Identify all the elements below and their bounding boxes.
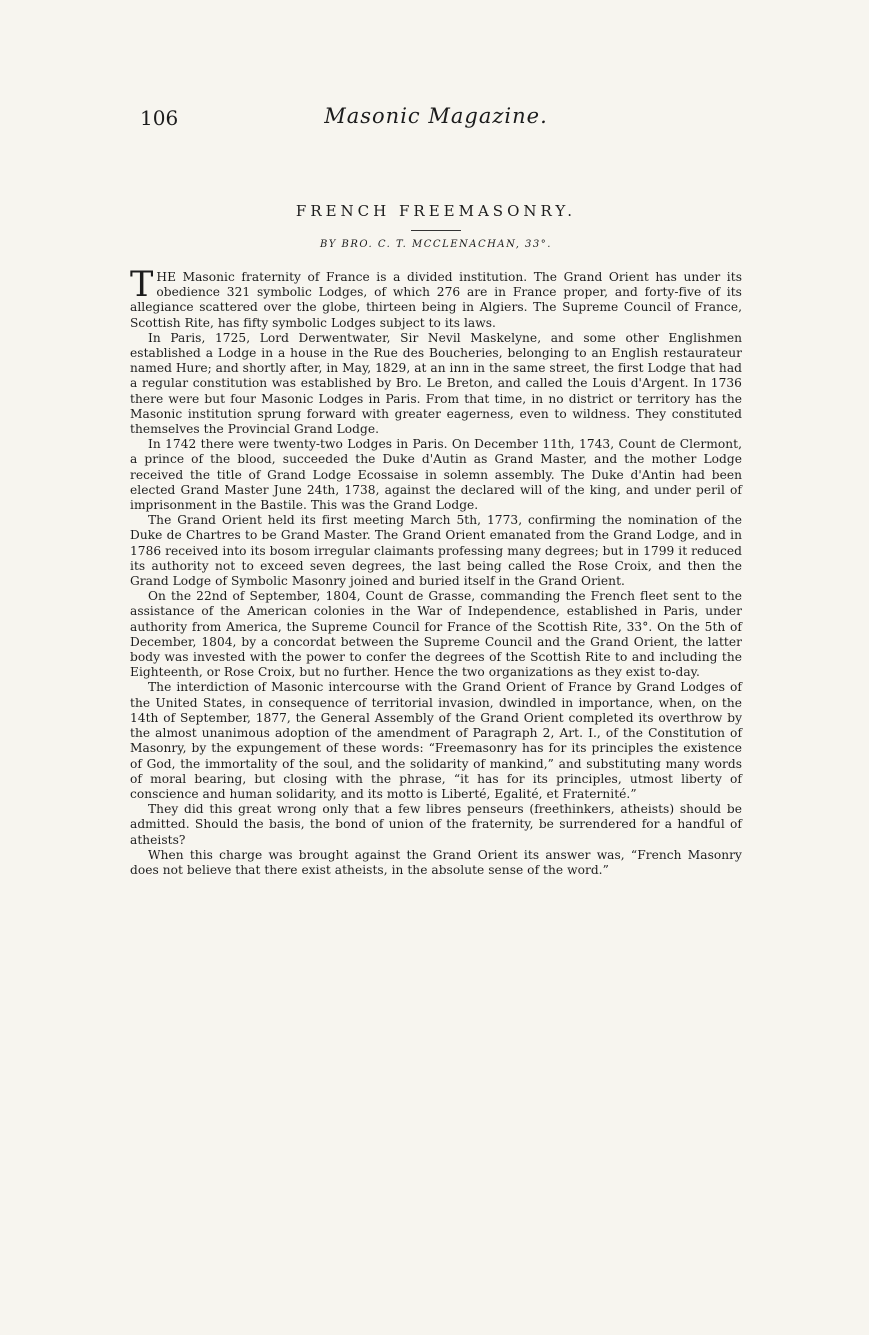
paragraph: In Paris, 1725, Lord Derwentwater, Sir Nevil Maskelyne, and some other Englishmen established a Lodge in a house in the Rue des Boucheries, belonging to an English restaurateur named Hure; and shortly after, in May, 1829, at an inn in the same street, the first Lodge that had a regular constitution was established by Bro. Le Breton, and called the Louis d'Argent. In 1736 there were but four Masonic Lodges in Paris. From that time, in no district or territory has the Masonic institution sprung forward with greater eagerness, even to wildness. They constituted themselves the Provincial Grand Lodge. (130, 330, 742, 437)
paragraph-text: HE Masonic fraternity of France is a divided institution. The Grand Orient has under its obedience 321 symbolic Lodges, of which 276 are in France proper, and forty-five of its allegiance scattered over the globe, thirteen being in Algiers. The Supreme Council of France, Scottish Rite, has fifty symbolic Lodges subject to its laws. (130, 270, 742, 330)
paragraph: When this charge was brought against the Grand Orient its answer was, “French Masonry does not believe that there exist atheists, in the absolute sense of the word.” (130, 847, 742, 877)
drop-cap: T (130, 265, 154, 305)
page-number: 106 (140, 106, 179, 130)
paragraph: They did this great wrong only that a few libres penseurs (freethinkers, atheists) should be admitted. Should the basis, the bond of union of the fraternity, be surrendered for a handful of atheists? (130, 802, 742, 847)
page-header (130, 100, 742, 140)
paragraph: The Grand Orient held its first meeting March 5th, 1773, confirming the nomination of the Duke de Chartres to be Grand Master. The Grand Orient emanated from the Grand Lodge, and in 1786 received into its bosom irregular claimants professing many degrees; but in 1799 it reduced its authority not to exceed seven degrees, the last being called the Rose Croix, and then the Grand Lodge of Symbolic Masonry joined and buried itself in the Grand Orient. (130, 513, 742, 589)
page (130, 100, 742, 878)
title-rule (411, 230, 461, 231)
article-title: FRENCH FREEMASONRY. (295, 202, 577, 220)
paragraph: On the 22nd of September, 1804, Count de Grasse, commanding the French fleet sent to the assistance of the American colonies in the War of Independence, established in Paris, under authority from America, the Supreme Council for France of the Scottish Rite, 33°. On the 5th of December, 1804, by a concordat between the Supreme Council and the Grand Orient, the latter body was invested with the power to confer the degrees of the Scottish Rite to and including the Eighteenth, or Rose Croix, but no further. Hence the two organizations as they exist to-day. (130, 589, 742, 680)
running-title: Masonic Magazine. (324, 104, 548, 128)
article-byline: BY BRO. C. T. MCCLENACHAN, 33°. (320, 239, 552, 250)
paragraph: In 1742 there were twenty-two Lodges in Paris. On December 11th, 1743, Count de Clermont, a prince of the blood, succeeded the Duke d'Autin as Grand Master, and the mother Lodge received the title of Grand Lodge Ecossaise in solemn assembly. The Duke d'Antin had been elected Grand Master June 24th, 1738, against the declared will of the king, and under peril of imprisonment in the Bastile. This was the Grand Lodge. (130, 437, 742, 513)
article-body (130, 265, 742, 878)
paragraph: The interdiction of Masonic intercourse with the Grand Orient of France by Grand Lodges of the United States, in consequence of territorial invasion, dwindled in importance, when, on the 14th of September, 1877, the General Assembly of the Grand Orient completed its overthrow by the almost unanimous adoption of the amendment of Paragraph 2, Art. I., of the Constitution of Masonry, by the expungement of these words: “Freemasonry has for its principles the existence of God, the immortality of the soul, and the solidarity of mankind,” and substituting many words of moral bearing, but closing with the phrase, “it has for its principles, utmost liberty of conscience and human solidarity, and its motto is Liberté, Egalité, et Fraternité.” (130, 680, 742, 801)
paragraph (130, 265, 742, 331)
